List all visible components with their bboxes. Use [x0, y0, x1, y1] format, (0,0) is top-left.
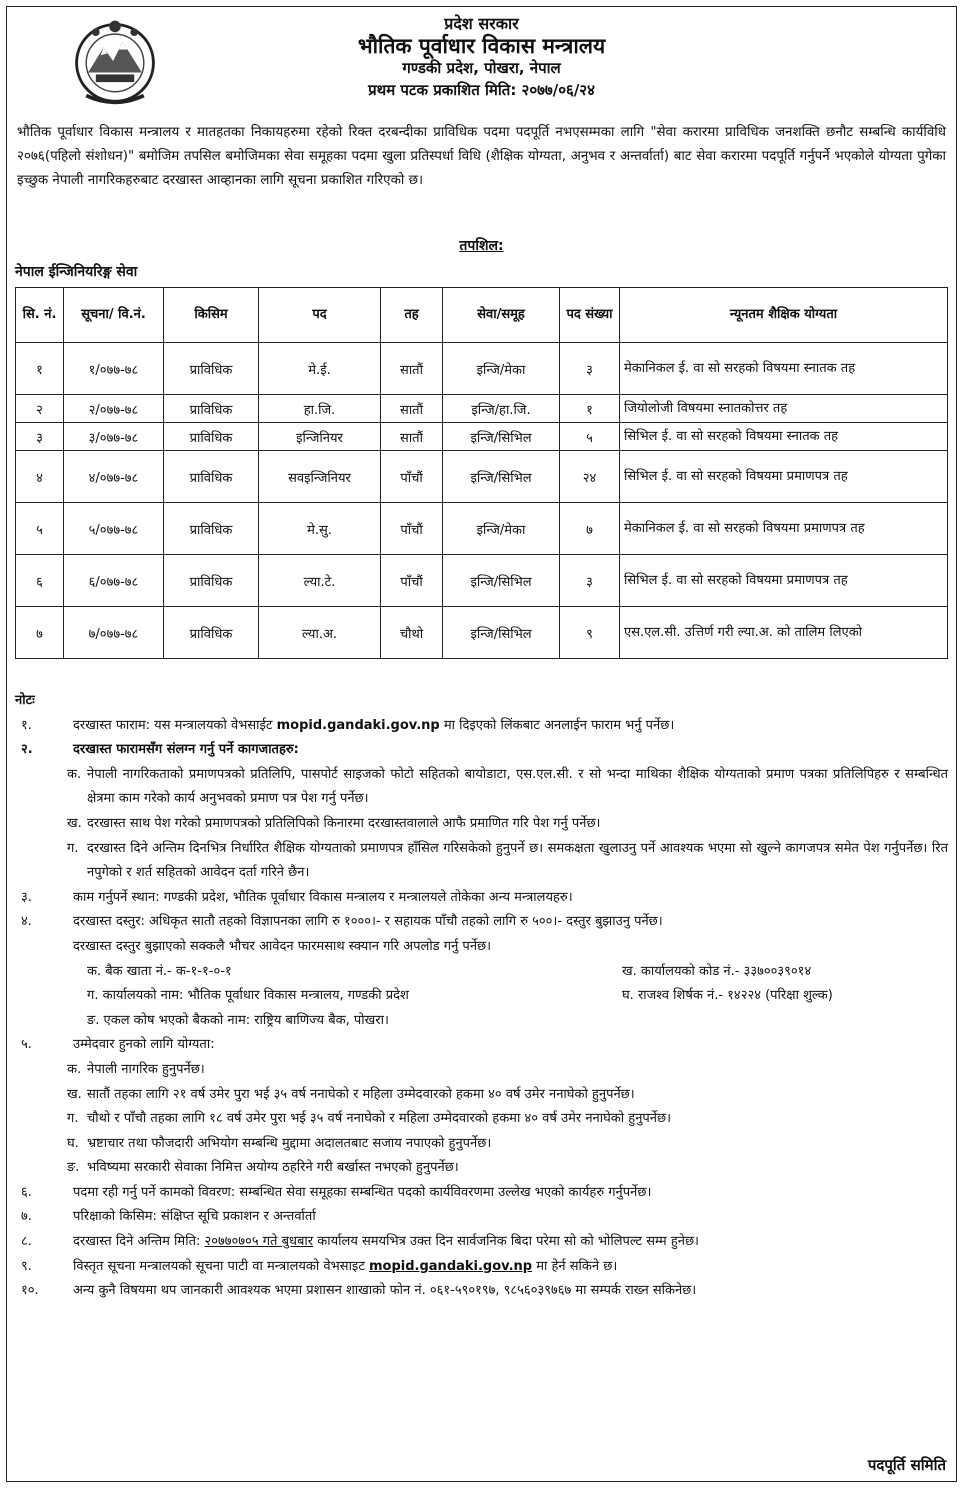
table-cell: २ [16, 395, 64, 423]
intro-paragraph: भौतिक पूर्वाधार विकास मन्त्रालय र मातहतका निकायहरुमा रहेको रिक्त दरबन्दीका प्राविधिक पदमा पदपूर्ति नभएसम्मका लागि "सेवा करारमा प्राविधिक जनशक्ति छनौट सम्बन्धि कार्यविधि २०७६(पहिलो संशोधन)" बमोजिम तपसिल बमोजिमका सेवा समूहका पदमा खुला प्रतिस्पर्धा विधि (शैक्षिक योग्यता, अनुभव र अन्तर्वार्ता) बाट सेवा करारमा पदपूर्ति गर्नुपर्ने भएकोले योग्यता पुगेका इच्छुक नेपाली नागरिकहरुबाट दरखास्त आव्हानका लागि सूचना प्रकाशित गरिएको छ। [17, 125, 946, 188]
table-row [16, 607, 948, 659]
table-cell: प्राविधिक [164, 503, 259, 555]
note-3 [15, 886, 948, 911]
note-text: मा दिइएको लिंकबाट अनलाईन फाराम भर्नु पर्नेछ। [439, 717, 675, 733]
note-text: काम गर्नुपर्ने स्थान: गण्डकी प्रदेश, भौतिक पूर्वाधार विकास मन्त्रालय र मन्त्रालयले तोकेका अन्य मन्त्रालयहरु। [73, 889, 573, 905]
table-cell: इन्जि/सिभिल [443, 555, 560, 607]
table-cell: जियोलोजी विषयमा स्नातकोत्तर तह [620, 395, 948, 423]
note-number: ९. [21, 1258, 32, 1274]
table-cell: मेकानिकल ई. वा सो सरहको विषयमा स्नातक तह [620, 343, 948, 395]
table-header: सि. नं. [16, 288, 64, 343]
table-header: न्यूनतम शैक्षिक योग्यता [620, 288, 948, 343]
note-number: ३. [21, 889, 32, 905]
table-header: सूचना/ वि.नं. [64, 288, 164, 343]
table-cell: २४ [560, 451, 620, 503]
table-cell: मे.ई. [259, 343, 381, 395]
table-cell: पाँचौं [381, 503, 443, 555]
note-2-a [15, 763, 948, 812]
note-5-e [15, 1156, 948, 1181]
table-cell: पाँचौं [381, 451, 443, 503]
table-cell: इन्जिनियर [259, 423, 381, 451]
table-cell: प्राविधिक [164, 451, 259, 503]
note-text: विस्तृत सूचना मन्त्रालयको सूचना पाटी वा मन्त्रालयको वेभसाइट [73, 1258, 369, 1274]
sub-text: नेपाली नागरिक हुनुपर्नेछ। [87, 1061, 205, 1077]
table-cell: सातौं [381, 423, 443, 451]
table-cell: इन्जि/मेका [443, 343, 560, 395]
table-cell: सातौं [381, 395, 443, 423]
sub-text: नेपाली नागरिकताको प्रमाणपत्रको प्रतिलिपि, पासपोर्ट साइजको फोटो सहितको बायोडाटा, एस.एल.सी. र सो भन्दा माथिका शैक्षिक योग्यताको प्रमाण पत्रका प्रतिलिपिहरु र सम्बन्धित क्षेत्रमा काम गरेको कार्य अनुभवको प्रमाण पत्र पेश गर्नु पर्नेछ। [87, 766, 948, 807]
table-cell: ६/०७७-७८ [64, 555, 164, 607]
notice-page [6, 6, 957, 1482]
table-cell: प्राविधिक [164, 395, 259, 423]
table-cell: पाँचौं [381, 555, 443, 607]
table-cell: ल्या.टे. [259, 555, 381, 607]
note-number: ४. [21, 914, 32, 930]
note-2 [15, 738, 948, 763]
website-link[interactable]: mopid.gandaki.gov.np [369, 1258, 533, 1274]
table-cell: ७ [16, 607, 64, 659]
sub-label: क. [67, 766, 82, 782]
sub-label: क. [67, 1061, 82, 1077]
sub-label: ग. [67, 1111, 79, 1127]
ministry-name: भौतिक पूर्वाधार विकास मन्त्रालय [357, 34, 606, 58]
note-text: परिक्षाको किसिम: संक्षिप्त सूचि प्रकाशन र अन्तर्वार्ता [73, 1209, 316, 1225]
office-details-row [15, 984, 948, 1009]
sub-label: ग. [67, 840, 79, 856]
table-cell: सिभिल ई. वा सो सरहको विषयमा प्रमाणपत्र तह [620, 451, 948, 503]
table-cell: ३ [16, 423, 64, 451]
sub-text: भविष्यमा सरकारी सेवाका निमित्त अयोग्य ठहरिने गरी बर्खास्त नभएको हुनुपर्नेछ। [87, 1160, 459, 1176]
note-10 [15, 1279, 948, 1304]
sub-text: भ्रष्टाचार तथा फौजदारी अभियोग सम्बन्धि मुद्दामा अदालतबाट सजाय नपाएको हुनुपर्नेछ। [87, 1135, 492, 1151]
note-5-a [15, 1058, 948, 1083]
table-cell: ६ [16, 555, 64, 607]
sub-label: ख. [67, 815, 82, 831]
sub-label: ख. [67, 1086, 82, 1102]
bank-name: ङ. एकल कोष भएको बैकको नाम: राष्ट्रिय बाणिज्य बैक, पोखरा। [87, 1012, 389, 1028]
table-cell: हा.जि. [259, 395, 381, 423]
table-cell: चौथो [381, 607, 443, 659]
table-row [16, 423, 948, 451]
note-text: पदमा रही गर्नु पर्ने कामको विवरण: सम्बन्धित सेवा समूहका सम्बन्धित पदको कार्यविवरणमा उल्लेख भएको कार्यहरु गर्नुपर्नेछ। [73, 1184, 652, 1200]
note-text: दरखास्त दिने अन्तिम मिति: [73, 1234, 205, 1250]
published-date: प्रथम पटक प्रकाशित मिति: २०७७/०६/२४ [368, 81, 595, 99]
service-title: नेपाल ईन्जिनियरिङ्ग सेवा [15, 264, 138, 280]
table-row [16, 451, 948, 503]
sub-text: चौथो र पाँचौ तहका लागि १८ वर्ष उमेर पुरा भई ३५ वर्ष ननाघेको र महिला उम्मेदवारको हकमा ४० वर्ष उमेर ननाघेको हुनुपर्नेछ। [87, 1111, 672, 1127]
note-5-d [15, 1132, 948, 1157]
note-number: १०. [21, 1283, 39, 1299]
note-1 [15, 714, 948, 739]
note-number: २. [21, 742, 33, 758]
table-cell: ४/०७७-७८ [64, 451, 164, 503]
office-name: ग. कार्यालयको नाम: भौतिक पूर्वाधार विकास मन्त्रालय, गण्डकी प्रदेश [87, 988, 409, 1004]
sub-label: ङ. [67, 1160, 80, 1176]
table-cell: ३ [560, 555, 620, 607]
note-text: दरखास्त दस्तुर: अधिकृत सातौ तहको विज्ञापनका लागि रु १०००।- र सहायक पाँचौ तहको लागि रु ५००।- दस्तुर बुझाउनु पर्नेछ। [73, 914, 663, 930]
note-number: ५. [21, 1037, 32, 1053]
website-link[interactable]: mopid.gandaki.gov.np [276, 717, 440, 733]
table-cell: इन्जि/सिभिल [443, 451, 560, 503]
note-text: उम्मेदवार हुनको लागि योग्यता: [73, 1037, 215, 1053]
note-text: दरखास्त फारामसँग संलग्न गर्नु पर्ने कागजातहरु: [73, 742, 299, 758]
vacancy-table [15, 287, 948, 659]
notes-section [15, 689, 948, 1304]
table-cell: ४ [16, 451, 64, 503]
table-cell: इन्जि/सिभिल [443, 607, 560, 659]
tapasil-heading: तपशिल: [459, 238, 504, 254]
table-header-row [16, 288, 948, 343]
table-cell: इन्जि/सिभिल [443, 423, 560, 451]
note-number: ७. [21, 1209, 32, 1225]
note-number: १. [21, 717, 32, 733]
note-text: मा हेर्न सकिने छ। [532, 1258, 618, 1274]
note-number: ८. [21, 1234, 32, 1250]
table-cell: प्राविधिक [164, 423, 259, 451]
note-9 [15, 1255, 948, 1280]
table-cell: सातौं [381, 343, 443, 395]
signature-committee: पदपूर्ति समिति [867, 1456, 946, 1474]
note-4-continuation: दरखास्त दस्तुर बुझाएको सक्कलै भौचर आवेदन फारमसाथ स्क्यान गरि अपलोड गर्नु पर्नेछ। [73, 938, 492, 954]
table-cell: ३/०७७-७८ [64, 423, 164, 451]
table-cell: ३ [560, 343, 620, 395]
bank-account: क. बैक खाता नं.- क-१-१-०-१ [87, 963, 232, 979]
notice-header [7, 7, 956, 117]
note-7 [15, 1205, 948, 1230]
table-header: सेवा/समूह [443, 288, 560, 343]
table-cell: इन्जि/हा.जि. [443, 395, 560, 423]
note-text: अन्य कुनै विषयमा थप जानकारी आवश्यक भएमा प्रशासन शाखाको फोन नं. ०६१-५९०१९७, ९८५६०३९७६७ मा सम्पर्क राख्न सकिनेछ। [73, 1283, 697, 1299]
table-row [16, 555, 948, 607]
table-cell: ९ [560, 607, 620, 659]
sub-label: घ. [67, 1135, 79, 1151]
table-row [16, 503, 948, 555]
note-2-c [15, 837, 948, 886]
table-header: पद संख्या [560, 288, 620, 343]
table-row [16, 395, 948, 423]
table-cell: मे.सु. [259, 503, 381, 555]
note-4 [15, 910, 948, 935]
table-header: किसिम [164, 288, 259, 343]
table-cell: ५/०७७-७८ [64, 503, 164, 555]
note-6 [15, 1181, 948, 1206]
table-cell: इन्जि/मेका [443, 503, 560, 555]
table-cell: प्राविधिक [164, 343, 259, 395]
table-row [16, 343, 948, 395]
table-cell: १ [16, 343, 64, 395]
office-code: ख. कार्यालयको कोड नं.- ३३७००३९०१४ [622, 963, 812, 979]
note-2-b [15, 812, 948, 837]
note-text: दरखास्त फाराम: यस मन्त्रालयको वेभसाईट [73, 717, 277, 733]
table-cell: सवइन्जिनियर [259, 451, 381, 503]
note-8 [15, 1230, 948, 1255]
table-cell: ल्या.अ. [259, 607, 381, 659]
table-cell: १/०७७-७८ [64, 343, 164, 395]
deadline-date: २०७७०७०५ गते बुधबार [204, 1234, 314, 1250]
bank-name-row [15, 1009, 948, 1034]
ministry-address: गण्डकी प्रदेश, पोखरा, नेपाल [402, 59, 561, 77]
sub-text: दरखास्त दिने अन्तिम दिनभित्र निर्धारित शैक्षिक योग्यताको प्रमाणपत्र हाँसिल गरिसकेको हुनुपर्ने छ। समकक्षता खुलाउनु पर्ने आवश्यक भएमा सो खुल्ने कागजपत्र समेत पेश गर्नुपर्नेछ। रित नपुगेको र शर्त सहितको आवेदन दर्ता गरिने छैन। [87, 840, 948, 881]
table-cell: १ [560, 395, 620, 423]
note-number: ६. [21, 1184, 32, 1200]
government-name: प्रदेश सरकार [444, 14, 519, 33]
bank-details-row [15, 960, 948, 985]
table-cell: प्राविधिक [164, 607, 259, 659]
sub-text: दरखास्त साथ पेश गरेको प्रमाणपत्रको प्रतिलिपिको किनारमा दरखास्तवालाले आफै प्रमाणित गरि पेश गर्नु पर्नेछ। [87, 815, 601, 831]
revenue-heading: घ. राजश्व शिर्षक नं.- १४२२४ (परिक्षा शुल्क) [622, 988, 833, 1004]
table-cell: सिभिल ई. वा सो सरहको विषयमा प्रमाणपत्र तह [620, 555, 948, 607]
sub-text: सातौं तहका लागि २१ वर्ष उमेर पुरा भई ३५ वर्ष ननाघेको र महिला उम्मेदवारको हकमा ४० वर्ष उमेर ननाघेको हुनुपर्नेछ। [87, 1086, 635, 1102]
table-cell: ७/०७७-७८ [64, 607, 164, 659]
table-header: पद [259, 288, 381, 343]
note-5-c [15, 1107, 948, 1132]
table-cell: २/०७७-७८ [64, 395, 164, 423]
table-header: तह [381, 288, 443, 343]
notes-title: नोटः [15, 693, 35, 708]
note-5 [15, 1033, 948, 1058]
table-cell: ५ [16, 503, 64, 555]
table-cell: प्राविधिक [164, 555, 259, 607]
table-cell: ७ [560, 503, 620, 555]
table-cell: एस.एल.सी. उत्तिर्ण गरी ल्या.अ. को तालिम लिएको [620, 607, 948, 659]
note-5-b [15, 1083, 948, 1108]
table-cell: मेकानिकल ई. वा सो सरहको विषयमा प्रमाणपत्र तह [620, 503, 948, 555]
table-cell: ५ [560, 423, 620, 451]
table-cell: सिभिल ई. वा सो सरहको विषयमा स्नातक तह [620, 423, 948, 451]
note-text: कार्यालय समयभित्र उक्त दिन सार्वजनिक बिदा परेमा सो को भोलिपल्ट सम्म हुनेछ। [313, 1234, 699, 1250]
